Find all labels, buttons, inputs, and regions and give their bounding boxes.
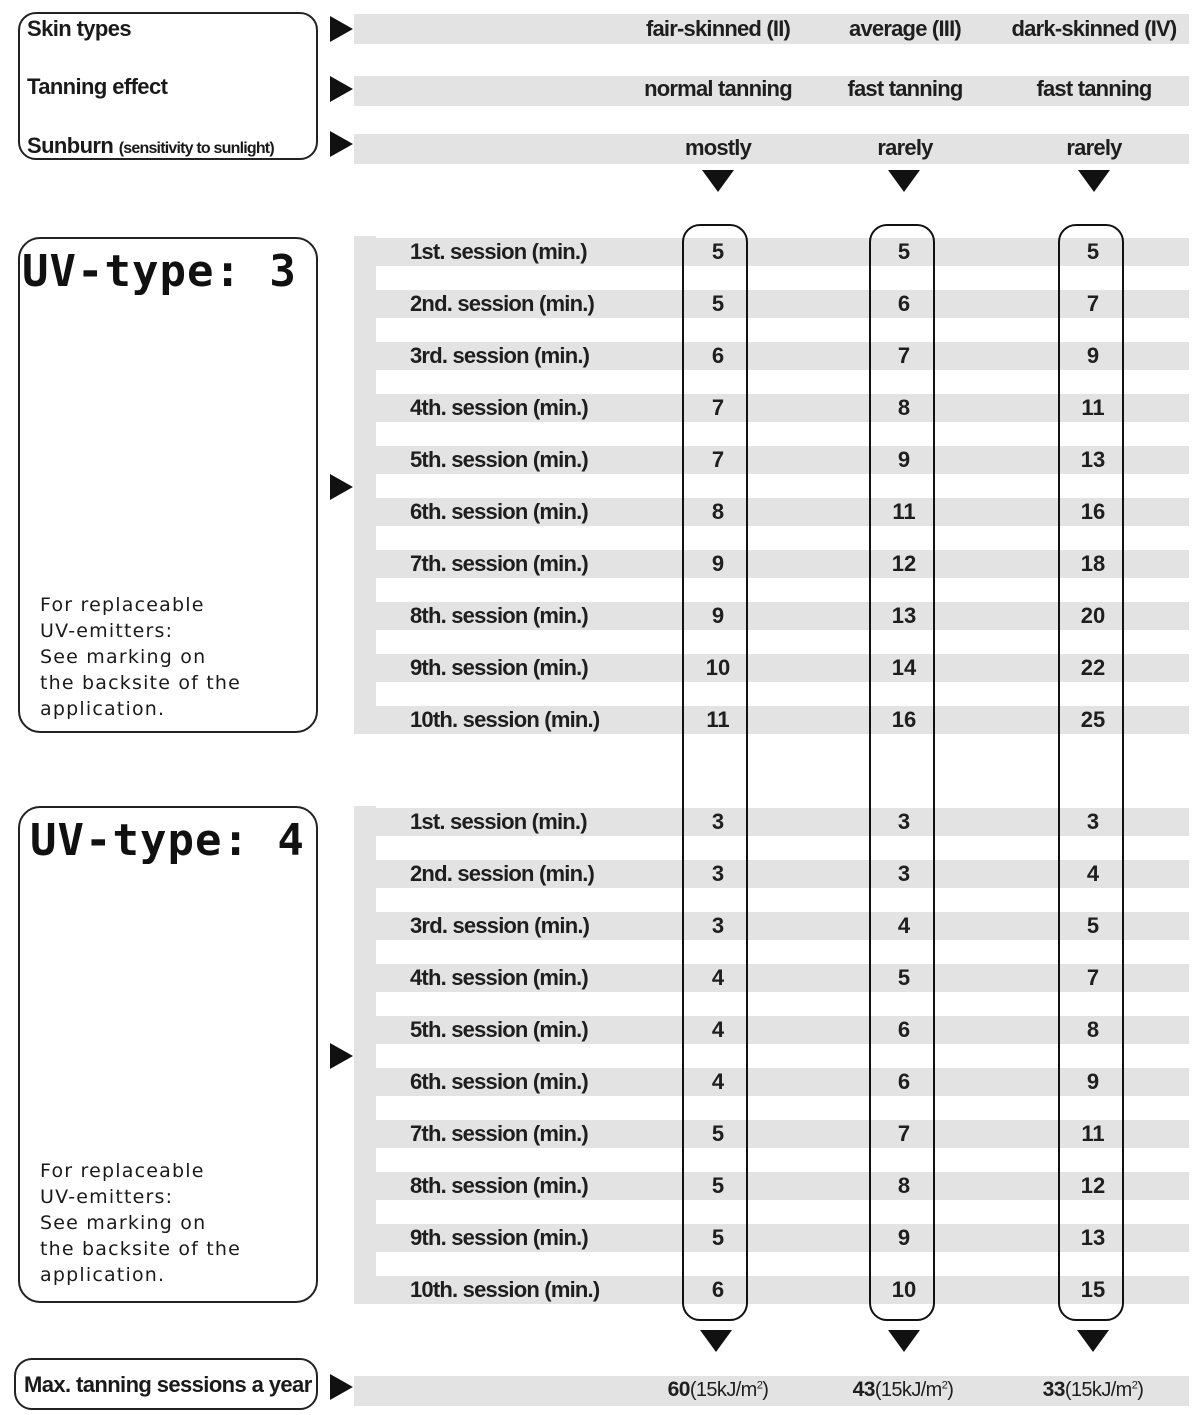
session-minutes-fair: 10 (705, 655, 731, 680)
session-minutes-dark: 4 (1086, 861, 1100, 886)
session-minutes-average: 3 (897, 809, 911, 834)
session-minutes-dark: 7 (1086, 291, 1100, 316)
session-minutes-average: 16 (891, 707, 917, 732)
max-sessions-count: 60 (667, 1378, 690, 1401)
session-minutes-average: 4 (897, 913, 911, 938)
uv-type-4-title: UV-type: 4 (30, 815, 305, 866)
session-label: 4th. session (min.) (410, 395, 588, 420)
session-minutes-average: 12 (891, 551, 917, 576)
session-label: 7th. session (min.) (410, 551, 588, 576)
session-label: 1st. session (min.) (410, 239, 587, 264)
session-minutes-dark: 25 (1080, 707, 1106, 732)
session-minutes-fair: 6 (711, 343, 725, 368)
uv-type-3-note: For replaceable UV-emitters: See marking on the backsite of the application. (40, 594, 242, 720)
tanning-effect-average: fast tanning (847, 76, 963, 101)
session-minutes-fair: 5 (711, 1121, 725, 1146)
max-sessions-exponent: 2 (941, 1379, 948, 1392)
max-sessions-close: ) (1137, 1379, 1144, 1401)
session-minutes-average: 11 (892, 499, 916, 524)
max-sessions-dark (993, 1378, 1193, 1402)
column-outline-average (869, 224, 935, 1321)
header-label-sunburn (27, 133, 274, 159)
session-minutes-dark: 7 (1086, 965, 1100, 990)
session-minutes-fair: 9 (711, 603, 725, 628)
session-minutes-dark: 11 (1081, 395, 1105, 420)
session-minutes-dark: 8 (1086, 1017, 1100, 1042)
max-sessions-label: Max. tanning sessions a year (24, 1372, 312, 1397)
sunburn-sub-label: (sensitivity to sunlight) (118, 140, 274, 157)
session-minutes-average: 6 (897, 291, 911, 316)
uv-type-4-note: For replaceable UV-emitters: See marking on the backsite of the application. (40, 1160, 242, 1286)
triangle-right-icon (330, 1374, 353, 1400)
session-minutes-dark: 12 (1080, 1173, 1106, 1198)
session-minutes-average: 5 (897, 239, 911, 264)
session-label: 9th. session (min.) (410, 1225, 588, 1250)
session-minutes-fair: 6 (711, 1277, 725, 1302)
session-minutes-average: 6 (897, 1017, 911, 1042)
triangle-down-icon (702, 170, 734, 192)
session-minutes-average: 6 (897, 1069, 911, 1094)
session-minutes-dark: 3 (1086, 809, 1100, 834)
max-sessions-close: ) (762, 1379, 769, 1401)
triangle-down-icon (1078, 170, 1110, 192)
session-minutes-average: 14 (891, 655, 917, 680)
triangle-right-icon (330, 16, 353, 42)
session-label: 5th. session (min.) (410, 1017, 588, 1042)
skin-type-dark: dark-skinned (IV) (1011, 16, 1177, 41)
sunburn-label: Sunburn (27, 133, 114, 158)
tanning-effect-fair: normal tanning (644, 76, 792, 101)
session-minutes-dark: 20 (1080, 603, 1106, 628)
session-minutes-dark: 11 (1081, 1121, 1105, 1146)
session-minutes-fair: 7 (711, 395, 725, 420)
max-sessions-unit: (15kJ/m (689, 1379, 757, 1401)
session-label: 10th. session (min.) (410, 1277, 600, 1302)
session-minutes-dark: 16 (1080, 499, 1106, 524)
session-minutes-fair: 3 (711, 809, 725, 834)
max-sessions-count: 43 (852, 1378, 875, 1401)
session-minutes-fair: 5 (711, 1173, 725, 1198)
max-sessions-average (803, 1378, 1003, 1402)
session-minutes-dark: 5 (1086, 913, 1100, 938)
tanning-effect-dark: fast tanning (1036, 76, 1152, 101)
max-sessions-close: ) (947, 1379, 954, 1401)
session-minutes-average: 8 (897, 395, 911, 420)
session-label: 3rd. session (min.) (410, 343, 590, 368)
session-minutes-fair: 4 (711, 1017, 725, 1042)
max-sessions-exponent: 2 (756, 1379, 763, 1392)
session-minutes-average: 13 (891, 603, 917, 628)
sunburn-average: rarely (877, 135, 933, 160)
session-minutes-average: 9 (897, 447, 911, 472)
session-label: 5th. session (min.) (410, 447, 588, 472)
session-minutes-average: 7 (897, 1121, 911, 1146)
session-label: 8th. session (min.) (410, 603, 588, 628)
session-minutes-fair: 4 (711, 1069, 725, 1094)
max-sessions-count: 33 (1042, 1378, 1065, 1401)
session-minutes-dark: 5 (1086, 239, 1100, 264)
session-label: 7th. session (min.) (410, 1121, 588, 1146)
session-label: 3rd. session (min.) (410, 913, 590, 938)
session-minutes-average: 10 (891, 1277, 917, 1302)
session-label: 9th. session (min.) (410, 655, 588, 680)
session-label: 6th. session (min.) (410, 1069, 588, 1094)
session-minutes-dark: 22 (1080, 655, 1106, 680)
column-outline-dark (1058, 224, 1124, 1321)
max-sessions-unit: (15kJ/m (1064, 1379, 1132, 1401)
session-minutes-fair: 3 (711, 861, 725, 886)
sunburn-fair: mostly (684, 135, 752, 160)
header-label-tanning-effect: Tanning effect (27, 74, 168, 99)
session-minutes-dark: 9 (1086, 1069, 1100, 1094)
session-minutes-dark: 13 (1080, 1225, 1106, 1250)
session-minutes-fair: 7 (711, 447, 725, 472)
session-minutes-fair: 4 (711, 965, 725, 990)
triangle-right-icon (330, 1043, 353, 1069)
header-label-skin-types: Skin types (27, 16, 132, 41)
session-label: 2nd. session (min.) (410, 291, 595, 316)
session-minutes-average: 9 (897, 1225, 911, 1250)
session-minutes-fair: 5 (711, 239, 725, 264)
triangle-right-icon (330, 131, 353, 157)
max-sessions-exponent: 2 (1131, 1379, 1138, 1392)
session-label: 6th. session (min.) (410, 499, 588, 524)
session-label: 1st. session (min.) (410, 809, 587, 834)
triangle-right-icon (330, 76, 353, 102)
session-minutes-fair: 5 (711, 1225, 725, 1250)
triangle-down-icon (888, 1330, 920, 1352)
session-label: 2nd. session (min.) (410, 861, 595, 886)
session-label: 8th. session (min.) (410, 1173, 588, 1198)
session-minutes-dark: 13 (1080, 447, 1106, 472)
session-minutes-dark: 18 (1080, 551, 1106, 576)
triangle-down-icon (888, 170, 920, 192)
session-minutes-average: 8 (897, 1173, 911, 1198)
skin-type-fair: fair-skinned (II) (645, 16, 791, 41)
session-minutes-fair: 3 (711, 913, 725, 938)
column-outline-fair (682, 224, 748, 1321)
triangle-down-icon (700, 1330, 732, 1352)
session-minutes-fair: 11 (706, 707, 730, 732)
skin-type-average: average (III) (849, 16, 961, 41)
session-minutes-fair: 9 (711, 551, 725, 576)
session-minutes-dark: 9 (1086, 343, 1100, 368)
triangle-down-icon (1077, 1330, 1109, 1352)
session-label: 4th. session (min.) (410, 965, 588, 990)
sunburn-dark: rarely (1066, 135, 1122, 160)
max-sessions-fair (618, 1378, 818, 1402)
session-minutes-average: 5 (897, 965, 911, 990)
session-minutes-fair: 5 (711, 291, 725, 316)
uv-type-3-band-left (354, 236, 376, 734)
session-minutes-average: 3 (897, 861, 911, 886)
session-label: 10th. session (min.) (410, 707, 600, 732)
session-minutes-fair: 8 (711, 499, 725, 524)
session-minutes-average: 7 (897, 343, 911, 368)
triangle-right-icon (330, 474, 353, 500)
uv-type-4-band-left (354, 806, 376, 1304)
session-minutes-dark: 15 (1080, 1277, 1106, 1302)
max-sessions-unit: (15kJ/m (874, 1379, 942, 1401)
uv-type-3-title: UV-type: 3 (22, 246, 297, 297)
